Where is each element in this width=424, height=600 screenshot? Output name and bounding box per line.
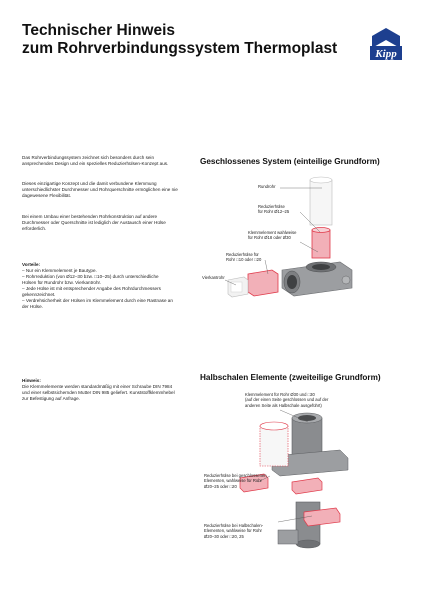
label-round-tube: Rundrohr [258,184,276,189]
advantages-block: Vorteile: – Nur ein Klemmelement je Bautype. – Rohrreduktion (von Ø12–30 bzw. □10–25) durch unterschiedliche Hülsen für Rundrohr bzw. Vierkantrohr. – Jede Hülse ist mit entsprechender Angabe des Rohrdurchmessers gekennzeichnet. – Verdrehsicherheit der Hülsen im Klemmelement durch eine Rastnase an der Hülse. [22,262,207,310]
page-title [22,22,337,58]
closed-system-diagram [200,170,375,320]
label-square-tube: Vierkantrohr [202,275,225,280]
square-tube [228,277,248,297]
section1-heading: Geschlossenes System (einteilige Grundform) [200,157,380,166]
red-sleeve-piece-2 [292,478,322,494]
logo-text: Kipp [375,48,397,60]
note-heading: Hinweis: [22,378,41,383]
intro-paragraph-2: Dieses einzigartige Konzept und die damit verbundene Klemmung unterschiedlichster Durchmesser und Rohrquerschnitte ermöglichen eine nie dagewesene Flexibilität. [22,181,178,198]
label-clamp-element: Klemmelement wahlweise für Rohr Ø18 oder Ø30 [248,230,297,241]
section2-heading: Halbschalen Elemente (zweiteilige Grundform) [200,373,381,382]
advantages-heading: Vorteile: [22,262,41,267]
kipp-logo [366,24,406,64]
label-half-shell-reducer: Reduzierhülse bei Halbschalen- Elementen, wahlweise für Rohr Ø20–30 oder □20, 25 [204,523,264,539]
clamp-element [282,262,352,296]
round-reducer-sleeve [312,228,330,259]
intro-paragraph-1: Das Rohrverbindungssystem zeichnet sich besonders durch sein ansprechendes Design und ein spezielles Reduzierhülsen-Konzept aus. [22,155,169,166]
label-half-shell-clamp: Klemmelement für Rohr Ø30 und □30 (auf der einen Seite geschlossen und auf der anderen Seite als Halbschale ausgeführt) [245,392,329,408]
label-closed-reducer: Reduzierhülse bei geschlossenen Elementen, wahlweise für Rohr Ø20–25 oder □20 [204,473,267,489]
title-line-1: Technischer Hinweis [22,22,176,39]
note-block: Hinweis: Die Klemmelemente werden standardmäßig mit einer Schraube DIN 7984 und einer selbstsichernden Mutter DIN 985 geliefert. Kunststoffklemmhebel zur Befestigung auf Anfrage. [22,378,207,402]
square-reducer-sleeve [248,270,278,296]
half-shell-round-sleeve [260,422,288,466]
title-line-2: zum Rohrverbindungssystem Thermoplast [22,40,338,57]
intro-paragraph-3: Bei einem Umbau einer bestehenden Rohrkonstruktion auf andere Durchmesser oder Querschnitte ist lediglich der Austausch einer Hülse erforderlich. [22,214,166,231]
half-shell-clamp-lower [278,502,340,548]
label-square-reducer: Reduzierhülse für Rohr □10 oder □20 [226,252,262,263]
round-tube [310,177,332,225]
label-round-reducer: Reduzierhülse für Rohr Ø12–25 [258,204,290,215]
